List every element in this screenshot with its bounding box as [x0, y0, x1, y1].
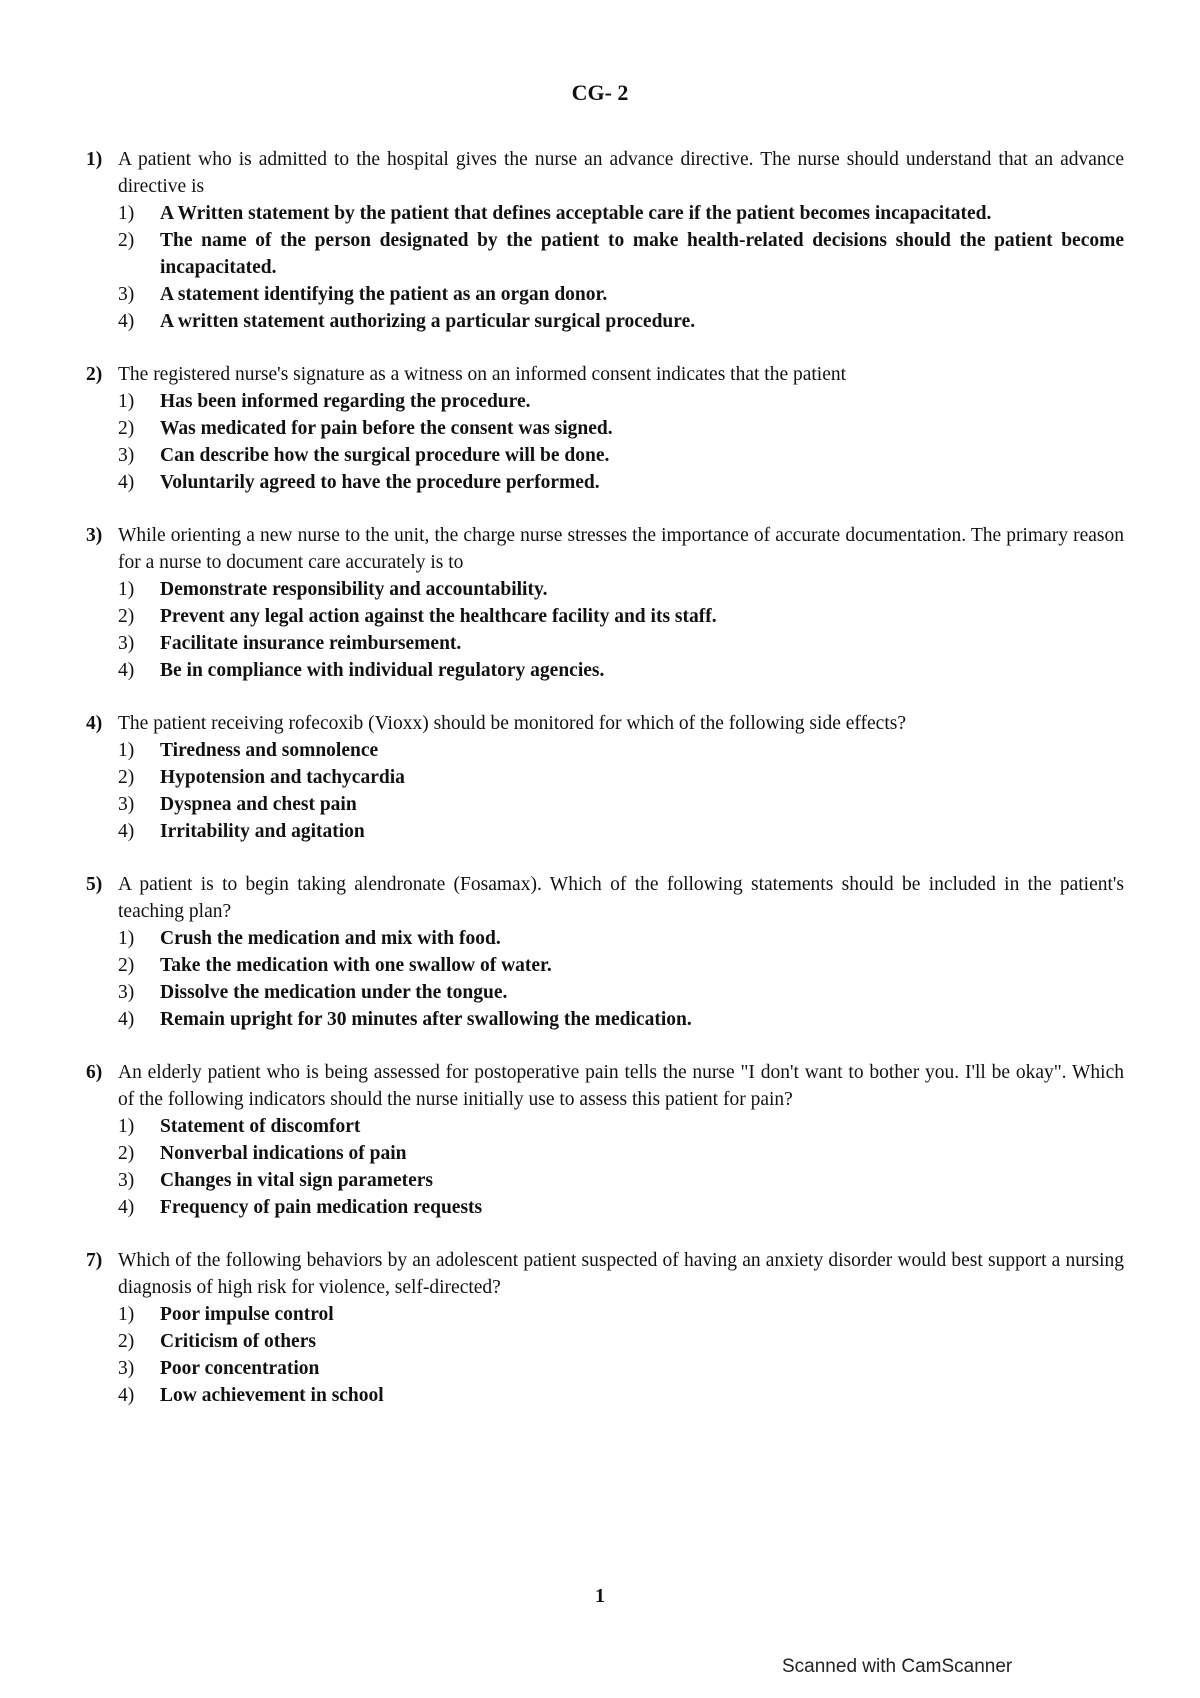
- option-number: 3): [118, 982, 135, 1003]
- option-number: 1): [118, 1304, 135, 1325]
- question-number: 7): [86, 1250, 103, 1271]
- option-text: Poor impulse control: [160, 1304, 334, 1325]
- option-number: 2): [118, 1143, 135, 1164]
- question-number: 6): [86, 1062, 103, 1083]
- question-text: A patient is to begin taking alendronate (Fosamax). Which of the following statements should be included in the patient's teaching plan?: [118, 874, 1124, 922]
- answer-option: [118, 1194, 1124, 1221]
- option-number: 2): [118, 767, 135, 788]
- question-stem: [86, 1059, 1124, 1113]
- option-number: 2): [118, 955, 135, 976]
- answer-option: [118, 764, 1124, 791]
- option-text: Low achievement in school: [160, 1385, 384, 1406]
- option-text: Poor concentration: [160, 1358, 320, 1379]
- question-stem: [86, 522, 1124, 576]
- question-number: 1): [86, 149, 103, 170]
- answer-option: [118, 979, 1124, 1006]
- question-7: [86, 1247, 1124, 1409]
- question-text: A patient who is admitted to the hospital gives the nurse an advance directive. The nurse should understand that an advance directive is: [118, 149, 1124, 197]
- answer-option: [118, 1301, 1124, 1328]
- answer-option: [118, 818, 1124, 845]
- question-2: [86, 361, 1124, 496]
- option-text: A written statement authorizing a particular surgical procedure.: [160, 311, 696, 332]
- answer-option: [118, 657, 1124, 684]
- option-number: 4): [118, 821, 135, 842]
- question-text: An elderly patient who is being assessed for postoperative pain tells the nurse "I don't want to bother you. I'll be okay". Which of the following indicators should the nurse initially use to assess this patient for pain?: [118, 1062, 1124, 1110]
- question-text: Which of the following behaviors by an adolescent patient suspected of having an anxiety disorder would best support a nursing diagnosis of high risk for violence, self-directed?: [118, 1250, 1124, 1298]
- answer-option: [118, 442, 1124, 469]
- answer-option: [118, 281, 1124, 308]
- option-number: 4): [118, 472, 135, 493]
- option-number: 3): [118, 1358, 135, 1379]
- answer-option: [118, 1006, 1124, 1033]
- answer-option: [118, 1113, 1124, 1140]
- scanner-watermark: Scanned with CamScanner: [782, 1656, 1013, 1677]
- option-text: Tiredness and somnolence: [160, 740, 379, 761]
- option-text: Nonverbal indications of pain: [160, 1143, 407, 1164]
- answer-option: [118, 791, 1124, 818]
- option-number: 4): [118, 1385, 135, 1406]
- answer-option: [118, 200, 1124, 227]
- question-1: [86, 146, 1124, 335]
- option-number: 4): [118, 311, 135, 332]
- option-number: 2): [118, 606, 135, 627]
- question-number: 3): [86, 525, 103, 546]
- option-number: 1): [118, 203, 135, 224]
- option-number: 2): [118, 230, 135, 251]
- answer-option: [118, 1167, 1124, 1194]
- question-number: 2): [86, 364, 103, 385]
- question-3: [86, 522, 1124, 684]
- answer-option: [118, 1382, 1124, 1409]
- answer-option: [118, 737, 1124, 764]
- question-stem: [86, 146, 1124, 200]
- question-stem: [86, 1247, 1124, 1301]
- option-number: 1): [118, 391, 135, 412]
- answer-option: [118, 227, 1124, 281]
- question-stem: [86, 361, 1124, 388]
- option-text: Dissolve the medication under the tongue.: [160, 982, 508, 1003]
- question-6: [86, 1059, 1124, 1221]
- page-title: CG- 2: [571, 80, 629, 105]
- option-text: Irritability and agitation: [160, 821, 365, 842]
- option-number: 1): [118, 928, 135, 949]
- option-text: Statement of discomfort: [160, 1116, 361, 1137]
- answer-option: [118, 925, 1124, 952]
- option-number: 4): [118, 1009, 135, 1030]
- option-number: 1): [118, 1116, 135, 1137]
- option-text: Changes in vital sign parameters: [160, 1170, 433, 1191]
- answer-option: [118, 630, 1124, 657]
- answer-option: [118, 388, 1124, 415]
- option-number: 3): [118, 1170, 135, 1191]
- answer-option: [118, 308, 1124, 335]
- option-text: Was medicated for pain before the consent was signed.: [160, 418, 613, 439]
- option-text: The name of the person designated by the patient to make health-related decisions should the patient become incapacitated.: [160, 230, 1124, 278]
- option-number: 3): [118, 633, 135, 654]
- option-text: Be in compliance with individual regulatory agencies.: [160, 660, 605, 681]
- option-number: 1): [118, 579, 135, 600]
- question-5: [86, 871, 1124, 1033]
- option-text: Dyspnea and chest pain: [160, 794, 357, 815]
- option-number: 3): [118, 445, 135, 466]
- option-text: Has been informed regarding the procedure.: [160, 391, 531, 412]
- option-number: 2): [118, 1331, 135, 1352]
- answer-option: [118, 415, 1124, 442]
- option-text: Take the medication with one swallow of water.: [160, 955, 552, 976]
- answer-option: [118, 469, 1124, 496]
- option-number: 1): [118, 740, 135, 761]
- option-number: 4): [118, 1197, 135, 1218]
- option-text: Hypotension and tachycardia: [160, 767, 405, 788]
- option-number: 3): [118, 284, 135, 305]
- option-text: Criticism of others: [160, 1331, 316, 1352]
- question-number: 5): [86, 874, 103, 895]
- option-number: 3): [118, 794, 135, 815]
- page-number: 1: [595, 1585, 605, 1607]
- option-text: Voluntarily agreed to have the procedure performed.: [160, 472, 600, 493]
- question-4: [86, 710, 1124, 845]
- option-text: Facilitate insurance reimbursement.: [160, 633, 462, 654]
- answer-option: [118, 952, 1124, 979]
- option-text: A Written statement by the patient that defines acceptable care if the patient becomes incapacitated.: [160, 203, 992, 224]
- question-text: The registered nurse's signature as a witness on an informed consent indicates that the patient: [118, 364, 847, 385]
- option-text: Frequency of pain medication requests: [160, 1197, 483, 1218]
- question-text: While orienting a new nurse to the unit, the charge nurse stresses the importance of accurate documentation. The primary reason for a nurse to document care accurately is to: [118, 525, 1124, 573]
- question-stem: [86, 871, 1124, 925]
- option-text: Can describe how the surgical procedure will be done.: [160, 445, 610, 466]
- answer-option: [118, 603, 1124, 630]
- question-stem: [86, 710, 1124, 737]
- answer-option: [118, 576, 1124, 603]
- answer-option: [118, 1140, 1124, 1167]
- option-text: Prevent any legal action against the healthcare facility and its staff.: [160, 606, 717, 627]
- answer-option: [118, 1328, 1124, 1355]
- option-number: 4): [118, 660, 135, 681]
- option-number: 2): [118, 418, 135, 439]
- option-text: Crush the medication and mix with food.: [160, 928, 501, 949]
- option-text: Demonstrate responsibility and accountability.: [160, 579, 548, 600]
- question-list: [86, 146, 1124, 1435]
- option-text: A statement identifying the patient as an organ donor.: [160, 284, 608, 305]
- option-text: Remain upright for 30 minutes after swallowing the medication.: [160, 1009, 692, 1030]
- question-text: The patient receiving rofecoxib (Vioxx) should be monitored for which of the following side effects?: [118, 713, 906, 734]
- question-number: 4): [86, 713, 103, 734]
- answer-option: [118, 1355, 1124, 1382]
